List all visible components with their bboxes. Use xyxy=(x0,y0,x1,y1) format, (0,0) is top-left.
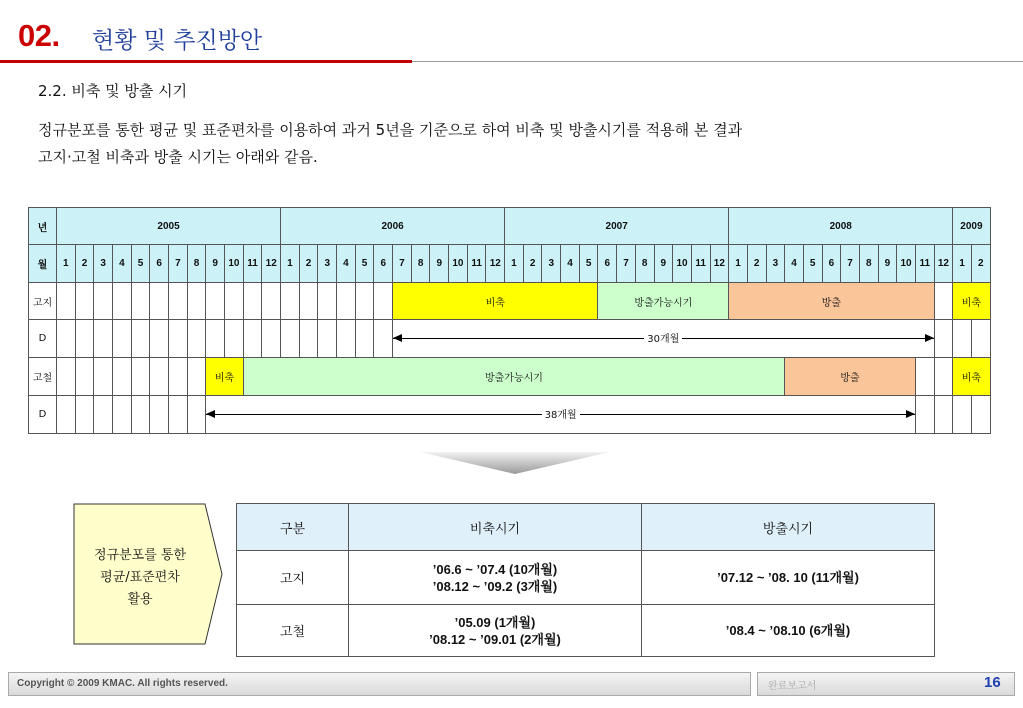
empty-cell xyxy=(187,283,206,320)
empty-cell xyxy=(934,283,953,320)
month-cell: 6 xyxy=(150,245,169,283)
period-segment: 방출 xyxy=(729,283,934,320)
month-cell: 12 xyxy=(710,245,729,283)
month-cell: 10 xyxy=(897,245,916,283)
result-table xyxy=(236,503,935,657)
year-cell: 2009 xyxy=(953,208,990,245)
empty-cell xyxy=(355,320,374,358)
month-cell: 12 xyxy=(934,245,953,283)
report-label: 완료보고서 xyxy=(768,681,817,692)
month-cell: 11 xyxy=(691,245,710,283)
empty-cell xyxy=(169,283,188,320)
month-cell: 5 xyxy=(579,245,598,283)
empty-cell xyxy=(187,396,206,434)
month-cell: 2 xyxy=(971,245,990,283)
month-cell: 12 xyxy=(486,245,505,283)
month-cell: 12 xyxy=(262,245,281,283)
month-cell: 9 xyxy=(206,245,225,283)
arrow-left-icon xyxy=(206,410,215,418)
timeline-row xyxy=(29,283,991,320)
result-stock-line: ’08.12 ~ ’09.01 (2개월) xyxy=(429,631,561,647)
month-cell: 10 xyxy=(449,245,468,283)
month-cell: 4 xyxy=(337,245,356,283)
empty-cell xyxy=(953,320,972,358)
month-cell: 6 xyxy=(822,245,841,283)
duration-span xyxy=(206,396,916,434)
empty-cell xyxy=(225,320,244,358)
result-category: 고지 xyxy=(237,551,349,605)
empty-cell xyxy=(971,396,990,434)
row-label: 고지 xyxy=(29,283,57,320)
month-cell: 4 xyxy=(561,245,580,283)
month-cell: 6 xyxy=(374,245,393,283)
month-cell: 11 xyxy=(467,245,486,283)
empty-cell xyxy=(113,320,132,358)
result-stock-line: ’06.6 ~ ’07.4 (10개월) xyxy=(432,561,558,577)
empty-cell xyxy=(169,358,188,396)
empty-cell xyxy=(131,320,150,358)
empty-cell xyxy=(94,283,113,320)
month-cell: 1 xyxy=(953,245,972,283)
method-callout-line-1: 정규분포를 통한 xyxy=(93,548,187,563)
duration-arrow xyxy=(206,396,915,433)
duration-arrow xyxy=(393,320,933,357)
down-chevron-icon xyxy=(420,452,610,474)
timeline-row xyxy=(29,320,991,358)
empty-cell xyxy=(187,358,206,396)
month-cell: 7 xyxy=(617,245,636,283)
empty-cell xyxy=(57,396,76,434)
empty-cell xyxy=(94,396,113,434)
month-cell: 2 xyxy=(523,245,542,283)
empty-cell xyxy=(934,396,953,434)
empty-cell xyxy=(934,358,953,396)
empty-cell xyxy=(150,283,169,320)
result-stock-line: ’05.09 (1개월) xyxy=(454,614,536,630)
month-cell: 9 xyxy=(878,245,897,283)
empty-cell xyxy=(953,396,972,434)
month-cell: 1 xyxy=(505,245,524,283)
empty-cell xyxy=(113,358,132,396)
intro-line-2: 고지·고철 비축과 방출 시기는 아래와 같음. xyxy=(38,148,318,166)
empty-cell xyxy=(169,396,188,434)
month-cell: 10 xyxy=(225,245,244,283)
arrow-left-icon xyxy=(393,334,402,342)
empty-cell xyxy=(915,396,934,434)
period-segment: 방출가능시기 xyxy=(243,358,784,396)
period-segment: 방출가능시기 xyxy=(598,283,729,320)
empty-cell xyxy=(57,358,76,396)
empty-cell xyxy=(75,320,94,358)
empty-cell xyxy=(187,320,206,358)
empty-cell xyxy=(113,283,132,320)
month-cell: 9 xyxy=(654,245,673,283)
month-cell: 7 xyxy=(169,245,188,283)
month-cell: 10 xyxy=(673,245,692,283)
empty-cell xyxy=(243,283,262,320)
timeline-table xyxy=(28,207,991,434)
duration-label: 38개월 xyxy=(542,406,580,421)
empty-cell xyxy=(75,396,94,434)
month-cell: 3 xyxy=(94,245,113,283)
empty-cell xyxy=(281,283,300,320)
period-segment: 비축 xyxy=(953,358,990,396)
empty-cell xyxy=(262,283,281,320)
month-cell: 8 xyxy=(859,245,878,283)
month-cell: 4 xyxy=(113,245,132,283)
month-cell: 2 xyxy=(299,245,318,283)
result-header-category: 구분 xyxy=(237,504,349,551)
result-stock-period xyxy=(349,605,642,657)
empty-cell xyxy=(337,320,356,358)
result-category: 고철 xyxy=(237,605,349,657)
section-heading: 2.2. 비축 및 방출 시기 xyxy=(38,82,188,100)
empty-cell xyxy=(318,320,337,358)
month-cell: 5 xyxy=(355,245,374,283)
month-cell: 4 xyxy=(785,245,804,283)
empty-cell xyxy=(299,320,318,358)
result-header-row xyxy=(237,504,935,551)
copyright-text: Copyright © 2009 KMAC. All rights reserved. xyxy=(17,678,228,689)
page-number: 16 xyxy=(984,674,1001,691)
year-cell: 2006 xyxy=(281,208,505,245)
result-header-release: 방출시기 xyxy=(642,504,935,551)
month-header-row xyxy=(29,245,991,283)
empty-cell xyxy=(131,283,150,320)
intro-line-1: 정규분포를 통한 평균 및 표준편차를 이용하여 과거 5년을 기준으로 하여 비축 및 방출시기를 적용해 본 결과 xyxy=(38,121,743,139)
table-row xyxy=(237,605,935,657)
row-label: 고철 xyxy=(29,358,57,396)
month-cell: 11 xyxy=(243,245,262,283)
row-label: D xyxy=(29,320,57,358)
month-cell: 7 xyxy=(841,245,860,283)
method-callout-line-2: 평균/표준편차 xyxy=(100,570,180,585)
empty-cell xyxy=(374,283,393,320)
result-header-stock: 비축시기 xyxy=(349,504,642,551)
month-cell: 5 xyxy=(131,245,150,283)
empty-cell xyxy=(206,283,225,320)
empty-cell xyxy=(225,283,244,320)
empty-cell xyxy=(169,320,188,358)
month-cell: 5 xyxy=(803,245,822,283)
month-cell: 9 xyxy=(430,245,449,283)
empty-cell xyxy=(57,283,76,320)
empty-cell xyxy=(915,358,934,396)
timeline-row xyxy=(29,396,991,434)
empty-cell xyxy=(75,283,94,320)
empty-cell xyxy=(299,283,318,320)
month-cell: 2 xyxy=(75,245,94,283)
duration-span xyxy=(393,320,934,358)
empty-cell xyxy=(337,283,356,320)
arrow-right-icon xyxy=(925,334,934,342)
timeline-row xyxy=(29,358,991,396)
year-label: 년 xyxy=(29,208,57,245)
empty-cell xyxy=(75,358,94,396)
result-release-period: ’08.4 ~ ’08.10 (6개월) xyxy=(642,605,935,657)
empty-cell xyxy=(355,283,374,320)
arrow-right-icon xyxy=(906,410,915,418)
month-cell: 6 xyxy=(598,245,617,283)
empty-cell xyxy=(57,320,76,358)
empty-cell xyxy=(94,358,113,396)
section-number: 02. xyxy=(18,18,60,53)
empty-cell xyxy=(131,358,150,396)
method-callout-line-3: 활용 xyxy=(127,592,153,607)
month-cell: 3 xyxy=(542,245,561,283)
period-segment: 방출 xyxy=(785,358,916,396)
empty-cell xyxy=(150,396,169,434)
year-cell: 2005 xyxy=(57,208,281,245)
empty-cell xyxy=(150,320,169,358)
empty-cell xyxy=(131,396,150,434)
month-label: 월 xyxy=(29,245,57,283)
empty-cell xyxy=(206,320,225,358)
empty-cell xyxy=(113,396,132,434)
duration-label: 30개월 xyxy=(644,330,682,345)
header-divider-gray xyxy=(412,61,1023,62)
month-cell: 3 xyxy=(318,245,337,283)
period-segment: 비축 xyxy=(206,358,243,396)
month-cell: 8 xyxy=(635,245,654,283)
period-segment: 비축 xyxy=(953,283,990,320)
empty-cell xyxy=(318,283,337,320)
month-cell: 7 xyxy=(393,245,412,283)
result-stock-period xyxy=(349,551,642,605)
month-cell: 8 xyxy=(411,245,430,283)
result-stock-line: ’08.12 ~ ’09.2 (3개월) xyxy=(432,578,558,594)
empty-cell xyxy=(243,320,262,358)
year-header-row xyxy=(29,208,991,245)
month-cell: 1 xyxy=(281,245,300,283)
month-cell: 1 xyxy=(729,245,748,283)
empty-cell xyxy=(971,320,990,358)
empty-cell xyxy=(262,320,281,358)
year-cell: 2007 xyxy=(505,208,729,245)
period-segment: 비축 xyxy=(393,283,598,320)
header-divider-red xyxy=(0,60,412,63)
year-cell: 2008 xyxy=(729,208,953,245)
table-row xyxy=(237,551,935,605)
empty-cell xyxy=(150,358,169,396)
month-cell: 3 xyxy=(766,245,785,283)
empty-cell xyxy=(281,320,300,358)
page-title: 현황 및 추진방안 xyxy=(92,28,263,54)
row-label: D xyxy=(29,396,57,434)
month-cell: 1 xyxy=(57,245,76,283)
month-cell: 8 xyxy=(187,245,206,283)
intro-paragraph xyxy=(38,117,998,171)
result-release-period: ’07.12 ~ ’08. 10 (11개월) xyxy=(642,551,935,605)
empty-cell xyxy=(94,320,113,358)
empty-cell xyxy=(934,320,953,358)
empty-cell xyxy=(374,320,393,358)
method-callout xyxy=(80,545,200,611)
month-cell: 11 xyxy=(915,245,934,283)
month-cell: 2 xyxy=(747,245,766,283)
